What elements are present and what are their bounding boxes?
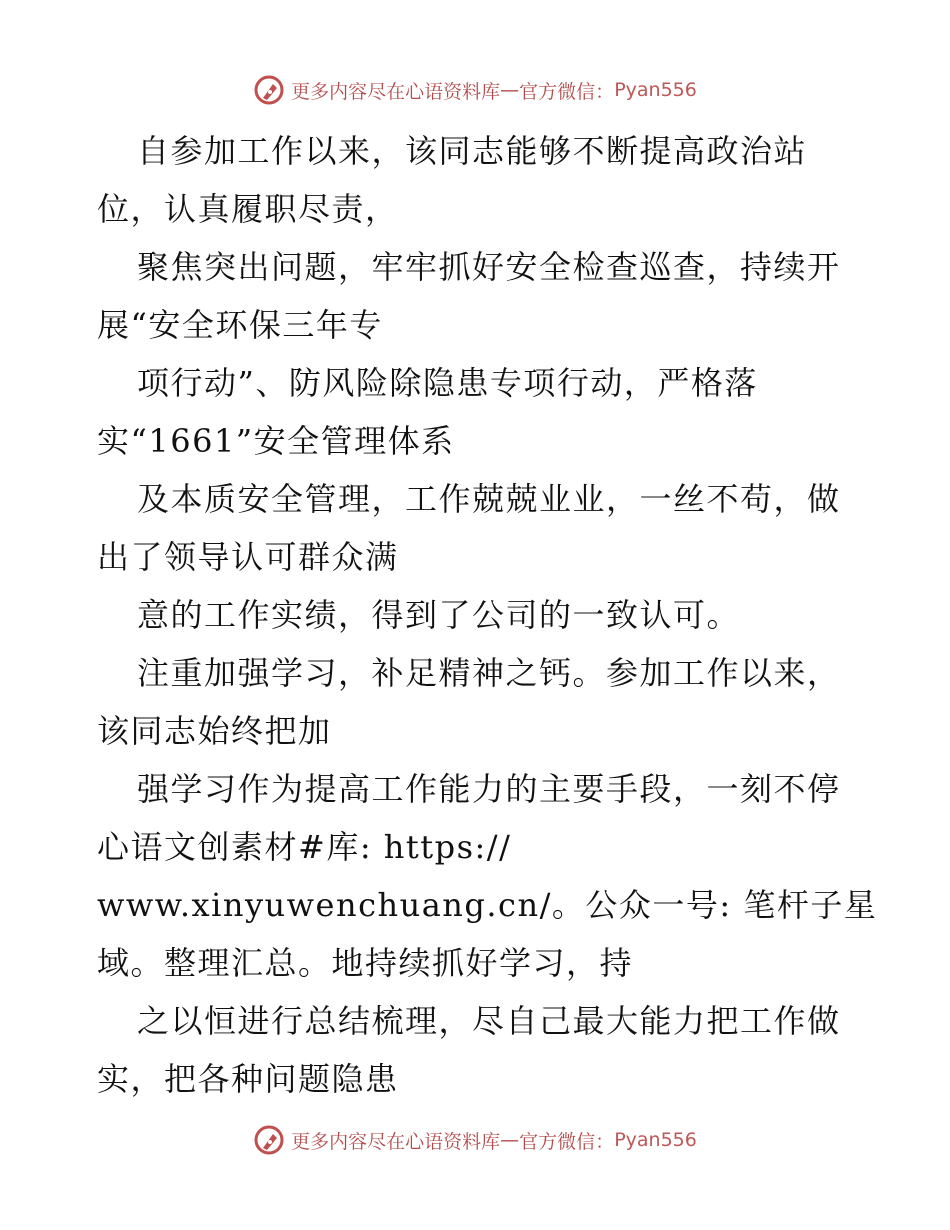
body-line: 心语文创素材#库: https:// (97, 828, 512, 866)
banner-text: 更多内容尽在心语资料库 (291, 80, 501, 103)
body-line: 之以恒进行总结梳理，尽自己最大能力把工作做 (137, 1002, 841, 1040)
pen-nib-logo-icon (253, 74, 285, 106)
body-line: 展“安全环保三年专 (97, 306, 383, 344)
body-line: 自参加工作以来，该同志能够不断提高政治站 (137, 132, 808, 170)
body-line: 意的工作实绩，得到了公司的一致认可。 (137, 596, 741, 634)
header-banner (0, 70, 950, 110)
body-line: www.xinyuwenchuang.cn/。公众一号: 笔杆子星 (97, 886, 878, 924)
banner-wechat-label: 官方微信： (519, 1130, 615, 1153)
body-line: 出了领导认可群众满 (97, 538, 399, 576)
banner-wechat-label: 官方微信： (519, 80, 615, 103)
banner-dash: — (500, 1129, 520, 1151)
banner-dash: — (500, 79, 520, 101)
body-line: 位，认真履职尽责， (97, 190, 399, 228)
body-line: 聚焦突出问题，牢牢抓好安全检查巡查，持续开 (137, 248, 841, 286)
body-line: 注重加强学习，补足精神之钙。参加工作以来， (137, 654, 841, 692)
body-line: 域。整理汇总。地持续抓好学习，持 (97, 944, 634, 982)
banner-wechat-id: Pyan556 (614, 79, 697, 101)
document-body (97, 122, 878, 1108)
body-line: 实，把各种问题隐患 (97, 1060, 399, 1098)
banner-wechat-id: Pyan556 (614, 1129, 697, 1151)
body-line: 及本质安全管理，工作兢兢业业，一丝不苟，做 (137, 480, 841, 518)
body-line: 实“1661”安全管理体系 (97, 422, 455, 460)
body-line: 项行动”、防风险除隐患专项行动，严格落 (137, 364, 758, 402)
footer-banner (0, 1120, 950, 1160)
body-line: 强学习作为提高工作能力的主要手段，一刻不停 (137, 770, 841, 808)
body-line: 该同志始终把加 (97, 712, 332, 750)
pen-nib-logo-icon (253, 1124, 285, 1156)
banner-text: 更多内容尽在心语资料库 (291, 1130, 501, 1153)
